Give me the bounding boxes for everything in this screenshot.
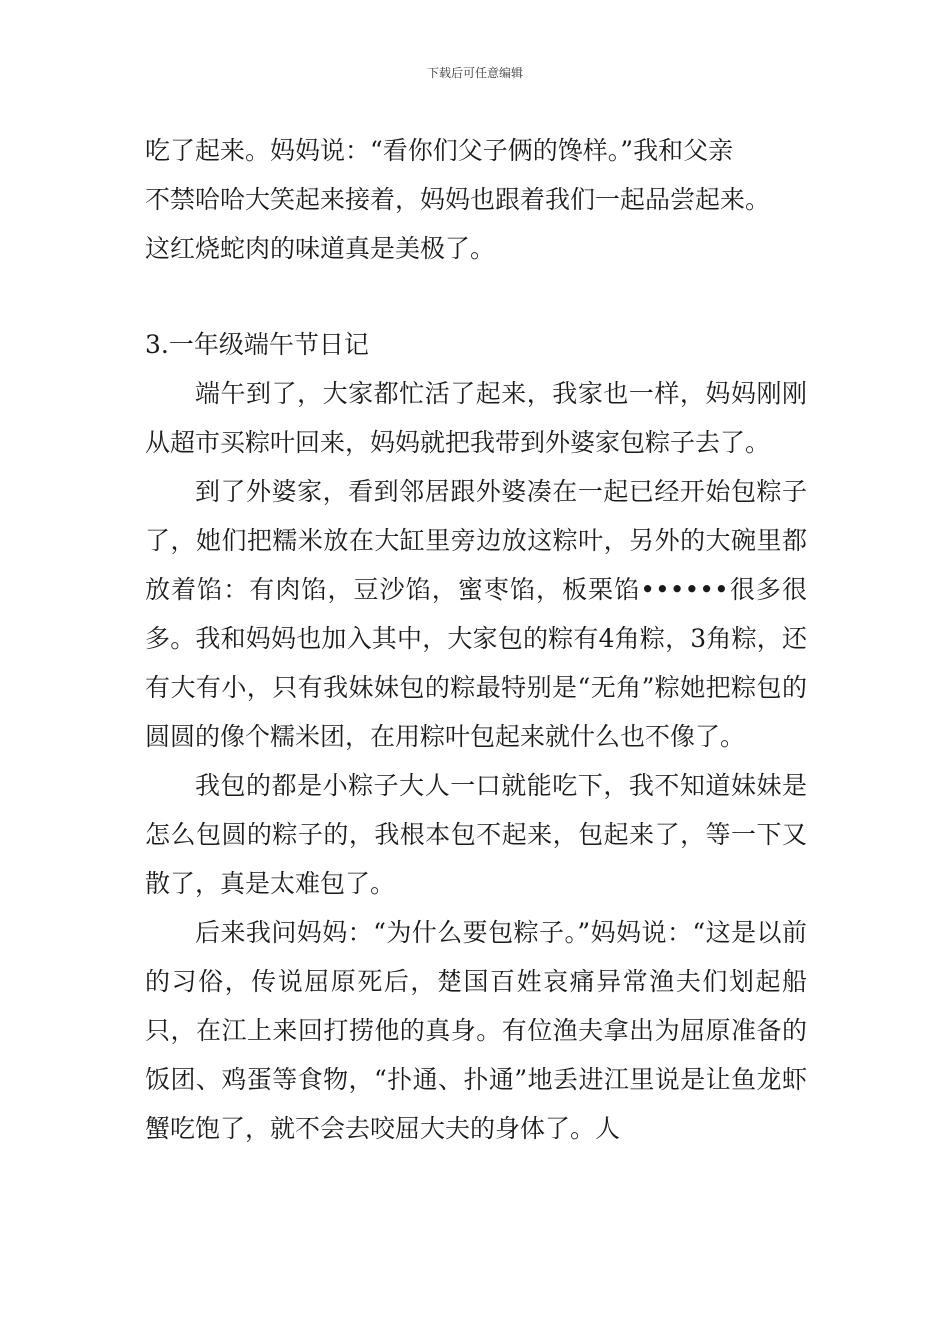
intro-paragraph: [145, 126, 807, 273]
intro-line: 这红烧蛇肉的味道真是美极了。: [145, 234, 496, 263]
document-body: [145, 126, 807, 1153]
section-gap: [145, 273, 807, 320]
intro-line: 不禁哈哈大笑起来接着，妈妈也跟着我们一起品尝起来。: [145, 185, 771, 214]
body-paragraph: 端午到了，大家都忙活了起来，我家也一样，妈妈刚刚从超市买粽叶回来，妈妈就把我带到外婆家包粽子去了。: [145, 379, 807, 457]
body-paragraph: 到了外婆家，看到邻居跟外婆凑在一起已经开始包粽子了，她们把糯米放在大缸里旁边放这粽叶，另外的大碗里都放着馅：有肉馅，豆沙馅，蜜枣馅，板栗馅••••••很多很多。我和妈妈也加入其中，大家包的粽有4角粽，3角粽，还有大有小，只有我妹妹包的粽最特别是“无角”粽她把粽包的圆圆的像个糯米团，在用粽叶包起来就什么也不像了。: [145, 477, 807, 751]
page-header: 下载后可任意编辑: [426, 66, 523, 80]
section-title: 3.一年级端午节日记: [145, 330, 369, 359]
body-paragraph: 我包的都是小粽子大人一口就能吃下，我不知道妹妹是怎么包圆的粽子的，我根本包不起来，包起来了，等一下又散了，真是太难包了。: [145, 771, 807, 898]
intro-line: 吃了起来。妈妈说：“看你们父子俩的馋样。”我和父亲: [145, 136, 734, 165]
body-paragraph: 后来我问妈妈：“为什么要包粽子。”妈妈说：“这是以前的习俗，传说屈原死后，楚国百姓哀痛异常渔夫们划起船只，在江上来回打捞他的真身。有位渔夫拿出为屈原准备的饭团、鸡蛋等食物，“扑通、扑通”地丢进江里说是让鱼龙虾蟹吃饱了，就不会去咬屈大夫的身体了。人: [145, 918, 807, 1143]
